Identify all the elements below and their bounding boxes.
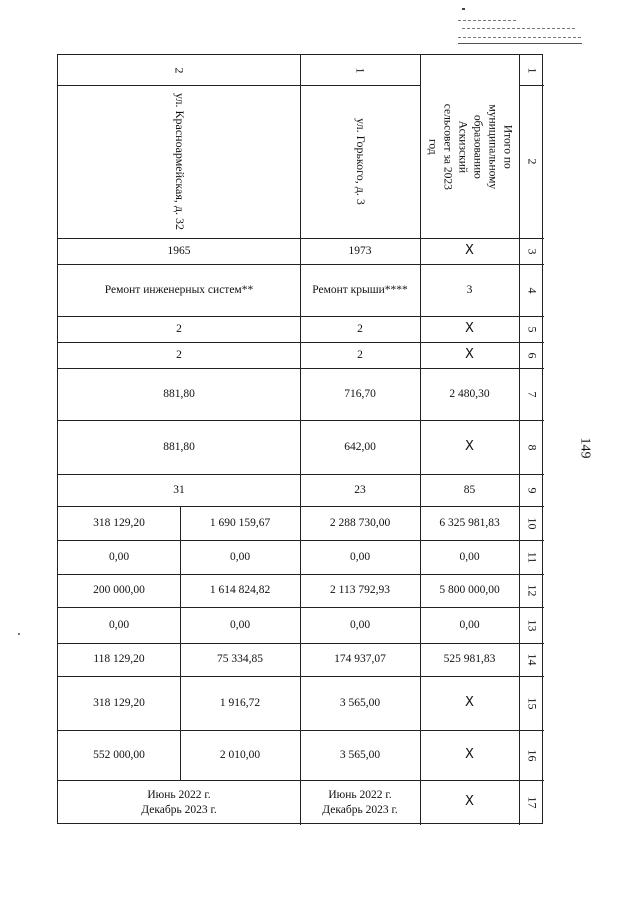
row11-house2-b: 0,00 xyxy=(229,550,251,563)
row9-house1: 23 xyxy=(354,483,366,496)
row7-total: 2 480,30 xyxy=(449,387,490,400)
row16-house1: 3 565,00 xyxy=(339,748,381,761)
row7-house1: 716,70 xyxy=(344,387,376,400)
row11-house2-a: 0,00 xyxy=(108,550,130,563)
row15-house2-b: 1 916,72 xyxy=(219,696,261,709)
row16-house2-b: 2 010,00 xyxy=(219,748,261,761)
row15-total: X xyxy=(465,694,474,710)
row6-house1: 2 xyxy=(357,348,363,361)
row15-house2-a: 318 129,20 xyxy=(93,696,145,709)
row10-house1: 2 288 730,00 xyxy=(329,516,391,529)
row13-total: 0,00 xyxy=(459,618,480,631)
work-total: 3 xyxy=(466,283,473,296)
row-number-11: 11 xyxy=(525,551,539,563)
row-number-5: 5 xyxy=(525,326,539,332)
row8-total: X xyxy=(465,438,474,454)
row12-house1: 2 113 792,93 xyxy=(330,584,390,597)
row-number-3: 3 xyxy=(525,248,539,254)
address-house1: ул. Горького, д. 3 xyxy=(353,118,368,205)
column-index-house2: 2 xyxy=(172,67,187,73)
row10-house2-b: 1 690 159,67 xyxy=(209,516,271,529)
row12-total: 5 800 000,00 xyxy=(439,584,500,597)
row5-house1: 2 xyxy=(357,322,363,335)
row14-total: 525 981,83 xyxy=(443,653,496,666)
row5-house2: 2 xyxy=(176,322,182,335)
row17-house1 xyxy=(300,780,420,825)
work-house1: Ремонт крыши**** xyxy=(312,283,408,296)
total-column-header: Итого по муниципальному образованию Аскизский сельсовет за 2023 год xyxy=(426,103,514,190)
row10-total: 6 325 981,83 xyxy=(439,516,500,529)
row6-total: X xyxy=(465,346,474,362)
row10-house2-a: 318 129,20 xyxy=(93,516,145,529)
row13-house2-a: 0,00 xyxy=(108,618,130,631)
row-number-16: 16 xyxy=(525,749,539,761)
row-number-6: 6 xyxy=(525,352,539,358)
row-number-2: 2 xyxy=(525,158,539,165)
row14-house2-a: 118 129,20 xyxy=(93,653,145,666)
row-number-4: 4 xyxy=(525,287,539,293)
row-number-9: 9 xyxy=(525,487,539,493)
row-number-13: 13 xyxy=(525,619,539,631)
year-house1: 1973 xyxy=(348,244,372,257)
row-number-14: 14 xyxy=(525,653,539,666)
row-number-7: 7 xyxy=(525,391,539,397)
row17-total: X xyxy=(465,794,474,810)
row14-house1: 174 937,07 xyxy=(334,653,386,666)
row-number-17: 17 xyxy=(525,796,539,809)
row8-house1: 642,00 xyxy=(344,440,376,453)
row17-house2-line2: Декабрь 2023 г. xyxy=(141,803,217,816)
page-number: 149 xyxy=(577,437,593,459)
column-index-house1: 1 xyxy=(353,67,368,73)
row5-total: X xyxy=(465,320,474,336)
row-number-12: 12 xyxy=(525,584,539,597)
row16-house2-a: 552 000,00 xyxy=(93,748,145,761)
row-number-10: 10 xyxy=(525,517,539,529)
address-house2: ул. Красноармейская, д. 32 xyxy=(172,93,187,230)
row12-house2-b: 1 614 824,82 xyxy=(209,584,271,597)
scan-speck xyxy=(18,633,20,635)
work-house2: Ремонт инженерных систем** xyxy=(104,283,254,296)
row-number-15: 15 xyxy=(525,697,539,709)
row8-house2: 881,80 xyxy=(163,440,195,453)
row13-house1: 0,00 xyxy=(349,618,371,631)
row16-total: X xyxy=(465,746,474,762)
row13-house2-b: 0,00 xyxy=(229,618,251,631)
row11-total: 0,00 xyxy=(459,550,480,563)
row15-house1: 3 565,00 xyxy=(339,696,381,709)
registration-stamp xyxy=(458,6,586,46)
year-total: X xyxy=(465,242,474,258)
row17-house1-line1: Июнь 2022 г. xyxy=(328,789,392,802)
row12-house2-a: 200 000,00 xyxy=(93,584,145,597)
row7-house2: 881,80 xyxy=(163,387,195,400)
repair-table xyxy=(57,54,543,824)
row11-house1: 0,00 xyxy=(349,550,371,563)
row14-house2-b: 75 334,85 xyxy=(217,653,263,666)
row-number-8: 8 xyxy=(525,444,539,450)
row9-house2: 31 xyxy=(173,483,185,496)
row17-house2 xyxy=(58,780,300,825)
year-house2: 1965 xyxy=(167,244,191,257)
row9-total: 85 xyxy=(463,483,476,496)
row6-house2: 2 xyxy=(176,348,182,361)
row-number-1: 1 xyxy=(525,67,539,73)
row17-house1-line2: Декабрь 2023 г. xyxy=(322,803,398,816)
row17-house2-line1: Июнь 2022 г. xyxy=(147,789,211,802)
